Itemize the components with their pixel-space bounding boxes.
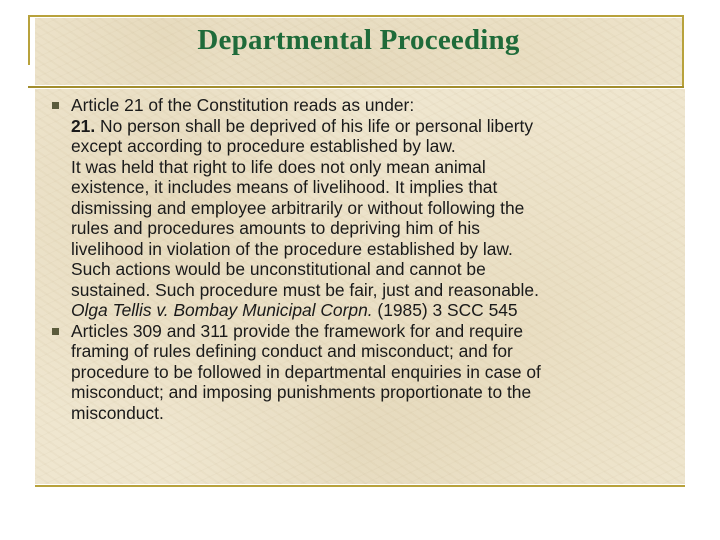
slide-title: Departmental Proceeding [197, 24, 520, 56]
right-border-line [682, 15, 684, 87]
case-citation: Olga Tellis v. Bombay Municipal Corpn. (1985) 3 SCC 545 [71, 300, 518, 320]
text-line: Such actions would be unconstitutional and cannot be [71, 259, 486, 279]
bullet-square-icon [52, 102, 59, 109]
text-line: dismissing and employee arbitrarily or without following the [71, 197, 525, 218]
title-divider [28, 86, 684, 88]
bottom-border-line [35, 485, 685, 487]
text-line: Article 21 of the Constitution reads as under: [71, 95, 415, 115]
bullet-item-article-21 [52, 95, 672, 321]
text-line: sustained. Such procedure must be fair, just and reasonable. [71, 279, 539, 300]
bullet-item-articles-309-311 [52, 321, 672, 424]
text-line: livelihood in violation of the procedure established by law. [71, 238, 513, 259]
slide-content [52, 95, 672, 423]
text-line: It was held that right to life does not only mean animal [71, 156, 486, 177]
top-border-line [28, 15, 684, 17]
text-line: misconduct; and imposing punishments proportionate to the [71, 382, 532, 402]
bullet-square-icon [52, 328, 59, 335]
text-line: rules and procedures amounts to depriving him of his [71, 218, 480, 238]
left-border-line [28, 15, 30, 65]
text-line: except according to procedure established by law. [71, 136, 456, 156]
text-line: existence, it includes means of livelihood. It implies that [71, 177, 498, 197]
text-line: procedure to be followed in departmental enquiries in case of [71, 361, 541, 382]
case-name: Olga Tellis v. Bombay Municipal Corpn. [71, 300, 373, 320]
text-line: misconduct. [71, 402, 164, 423]
text-line: 21. No person shall be deprived of his life or personal liberty [71, 115, 534, 136]
text-line: framing of rules defining conduct and misconduct; and for [71, 341, 513, 361]
text-line: Articles 309 and 311 provide the framework for and require [71, 320, 524, 341]
article-number: 21. [71, 115, 96, 136]
